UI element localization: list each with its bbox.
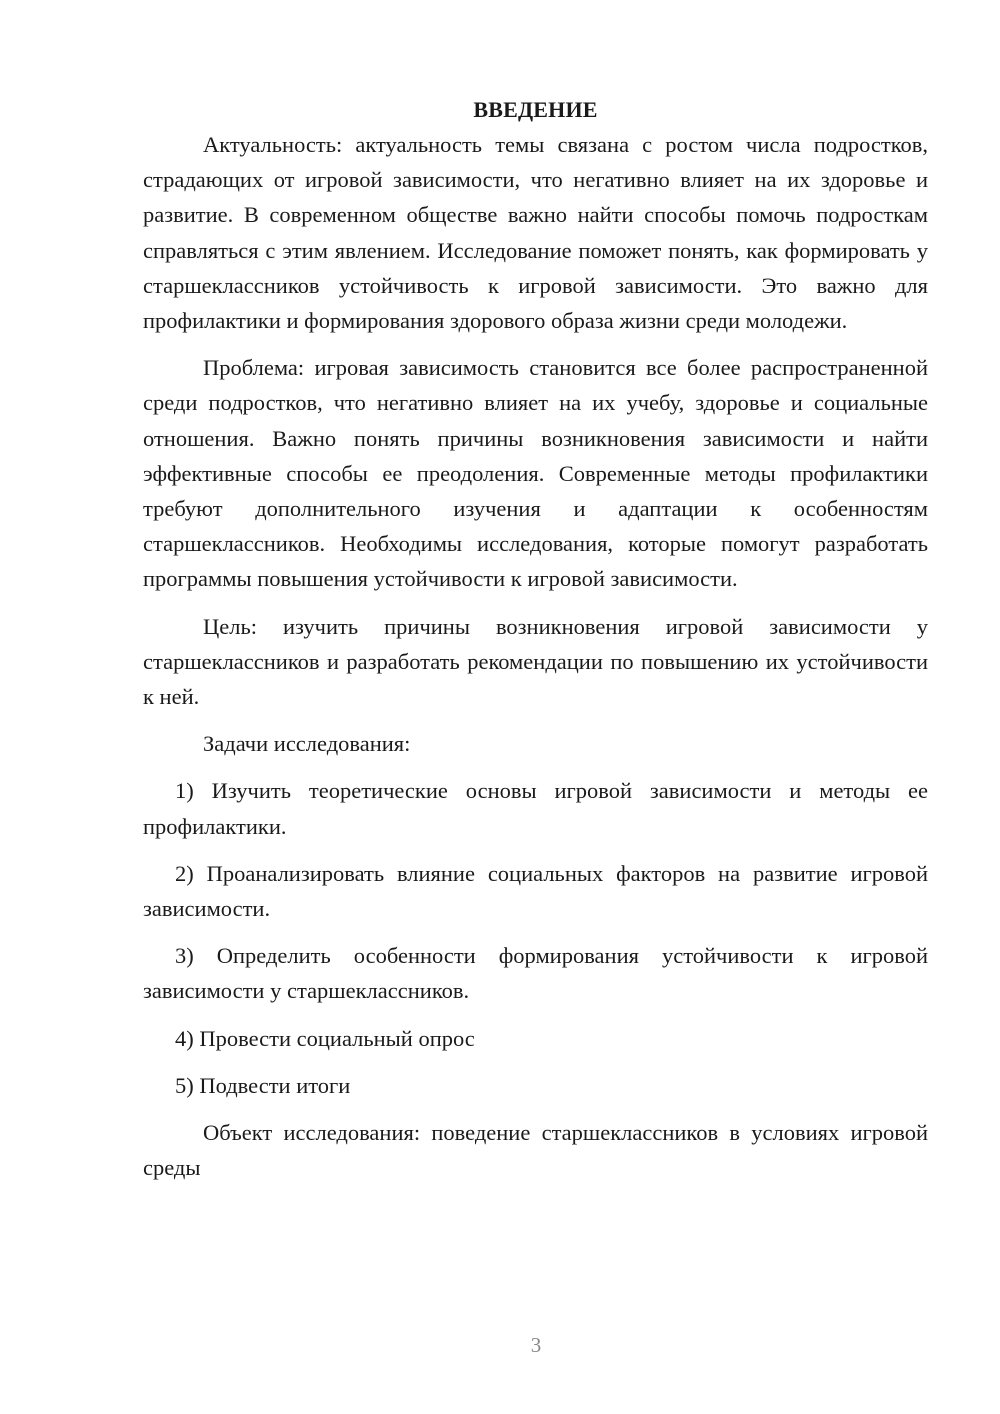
relevance-paragraph: Актуальность: актуальность темы связана с ростом числа подростков, страдающих от игровой зависимости, что негативно влияет на их здоровье и развитие. В современном обществе важно найти способы помочь подросткам справляться с этим явлением. Исследование поможет понять, как формировать у старшеклассников устойчивость к игровой зависимости. Это важно для профилактики и формирования здорового образа жизни среди молодежи.	[143, 132, 928, 334]
page-number: 3	[530, 1333, 542, 1357]
task-item-1: 1) Изучить теоретические основы игровой зависимости и методы ее профилактики.	[143, 778, 928, 839]
task-item-5: 5) Подвести итоги	[175, 1072, 351, 1098]
object-paragraph: Объект исследования: поведение старшеклассников в условиях игровой среды	[143, 1120, 928, 1181]
task-item-3: 3) Определить особенности формирования устойчивости к игровой зависимости у старшеклассников.	[143, 943, 928, 1004]
section-heading: ВВЕДЕНИЕ	[473, 97, 598, 122]
task-item-2: 2) Проанализировать влияние социальных факторов на развитие игровой зависимости.	[143, 860, 928, 922]
problem-paragraph: Проблема: игровая зависимость становится все более распространенной среди подростков, что негативно влияет на их учебу, здоровье и социальные отношения. Важно понять причины возникновения зависимости и найти эффективные способы ее преодоления. Современные методы профилактики требуют дополнительного изучения и адаптации к особенностям старшеклассников. Необходимы исследования, которые помогут разработать программы повышения устойчивости к игровой зависимости.	[143, 355, 928, 592]
document-page	[143, 90, 928, 1197]
task-item-4: 4) Провести социальный опрос	[175, 1025, 475, 1051]
tasks-heading: Задачи исследования:	[203, 731, 411, 757]
goal-paragraph: Цель: изучить причины возникновения игровой зависимости у старшеклассников и разработать рекомендации по повышению их устойчивости к ней.	[143, 613, 928, 710]
